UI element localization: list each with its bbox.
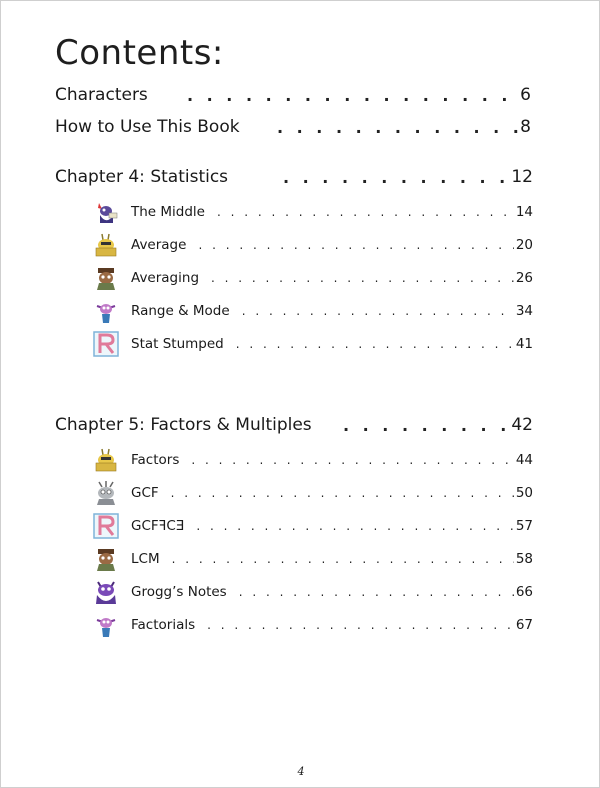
- dot-leader: [242, 304, 514, 318]
- toc-section-lcm[interactable]: [93, 545, 533, 573]
- toc-section-gcf[interactable]: [93, 479, 533, 507]
- section-page: 67: [515, 617, 533, 633]
- letter-r-icon: [93, 513, 119, 539]
- dot-leader: [172, 552, 514, 566]
- toc-section-the-middle[interactable]: [93, 198, 533, 226]
- toc-section-average[interactable]: [93, 231, 533, 259]
- section-page: 34: [515, 303, 533, 319]
- toc-section-factors[interactable]: [93, 446, 533, 474]
- section-page: 41: [515, 336, 533, 352]
- toc-entry-label: How to Use This Book: [55, 117, 240, 137]
- chapter-page: 12: [511, 167, 533, 187]
- section-page: 57: [515, 518, 533, 534]
- toc-chapter-4[interactable]: [55, 165, 533, 189]
- toc-section-gcf-mirror[interactable]: [93, 512, 533, 540]
- yellow-monster-reading-icon: [93, 232, 119, 258]
- dot-leader: [198, 238, 513, 252]
- toc-section-groggs-notes[interactable]: [93, 578, 533, 606]
- chapter-label: Chapter 4: Statistics: [55, 167, 229, 187]
- section-page: 58: [515, 551, 533, 567]
- dot-leader: [343, 416, 509, 435]
- purple-monster-writing-icon: [93, 199, 119, 225]
- toc-section-range-mode[interactable]: [93, 297, 533, 325]
- pink-monster-icon: [93, 612, 119, 638]
- pink-monster-icon: [93, 298, 119, 324]
- dot-leader: [171, 486, 514, 500]
- section-label: Range & Mode: [131, 303, 230, 319]
- chapter-label: Chapter 5: Factors & Multiples: [55, 415, 312, 435]
- brown-monster-with-hat-icon: [93, 546, 119, 572]
- dot-leader: [217, 205, 514, 219]
- contents-title: Contents:: [55, 33, 224, 73]
- dot-leader: [236, 337, 514, 351]
- toc-entry-label: Characters: [55, 85, 148, 105]
- yellow-monster-reading-icon: [93, 447, 119, 473]
- section-label: GCFꟻCƎ: [131, 518, 185, 534]
- section-label: Factorials: [131, 617, 196, 633]
- section-page: 66: [515, 584, 533, 600]
- toc-chapter-5[interactable]: [55, 413, 533, 437]
- purple-grogg-monster-icon: [93, 579, 119, 605]
- section-label: Average: [131, 237, 187, 253]
- letter-r-icon: [93, 331, 119, 357]
- section-page: 44: [515, 452, 533, 468]
- dot-leader: [277, 118, 518, 137]
- brown-monster-with-hat-icon: [93, 265, 119, 291]
- section-label: Stat Stumped: [131, 336, 224, 352]
- dot-leader: [196, 519, 513, 533]
- dot-leader: [207, 618, 514, 632]
- section-label: GCF: [131, 485, 159, 501]
- section-page: 50: [515, 485, 533, 501]
- section-page: 20: [515, 237, 533, 253]
- gray-robot-monster-icon: [93, 480, 119, 506]
- dot-leader: [191, 453, 513, 467]
- section-label: Factors: [131, 452, 180, 468]
- dot-leader: [239, 585, 514, 599]
- dot-leader: [187, 86, 518, 105]
- section-label: The Middle: [131, 204, 205, 220]
- section-page: 26: [515, 270, 533, 286]
- page-number: 4: [297, 765, 305, 778]
- toc-section-stat-stumped[interactable]: [93, 330, 533, 358]
- section-label: Grogg’s Notes: [131, 584, 227, 600]
- section-label: LCM: [131, 551, 160, 567]
- toc-entry-characters[interactable]: [55, 83, 531, 107]
- toc-entry-page: 8: [520, 117, 531, 137]
- chapter-page: 42: [511, 415, 533, 435]
- section-page: 14: [515, 204, 533, 220]
- toc-entry-how-to-use[interactable]: [55, 115, 531, 139]
- toc-entry-page: 6: [520, 85, 531, 105]
- dot-leader: [283, 168, 509, 187]
- toc-section-factorials[interactable]: [93, 611, 533, 639]
- toc-section-averaging[interactable]: [93, 264, 533, 292]
- section-label: Averaging: [131, 270, 200, 286]
- dot-leader: [211, 271, 514, 285]
